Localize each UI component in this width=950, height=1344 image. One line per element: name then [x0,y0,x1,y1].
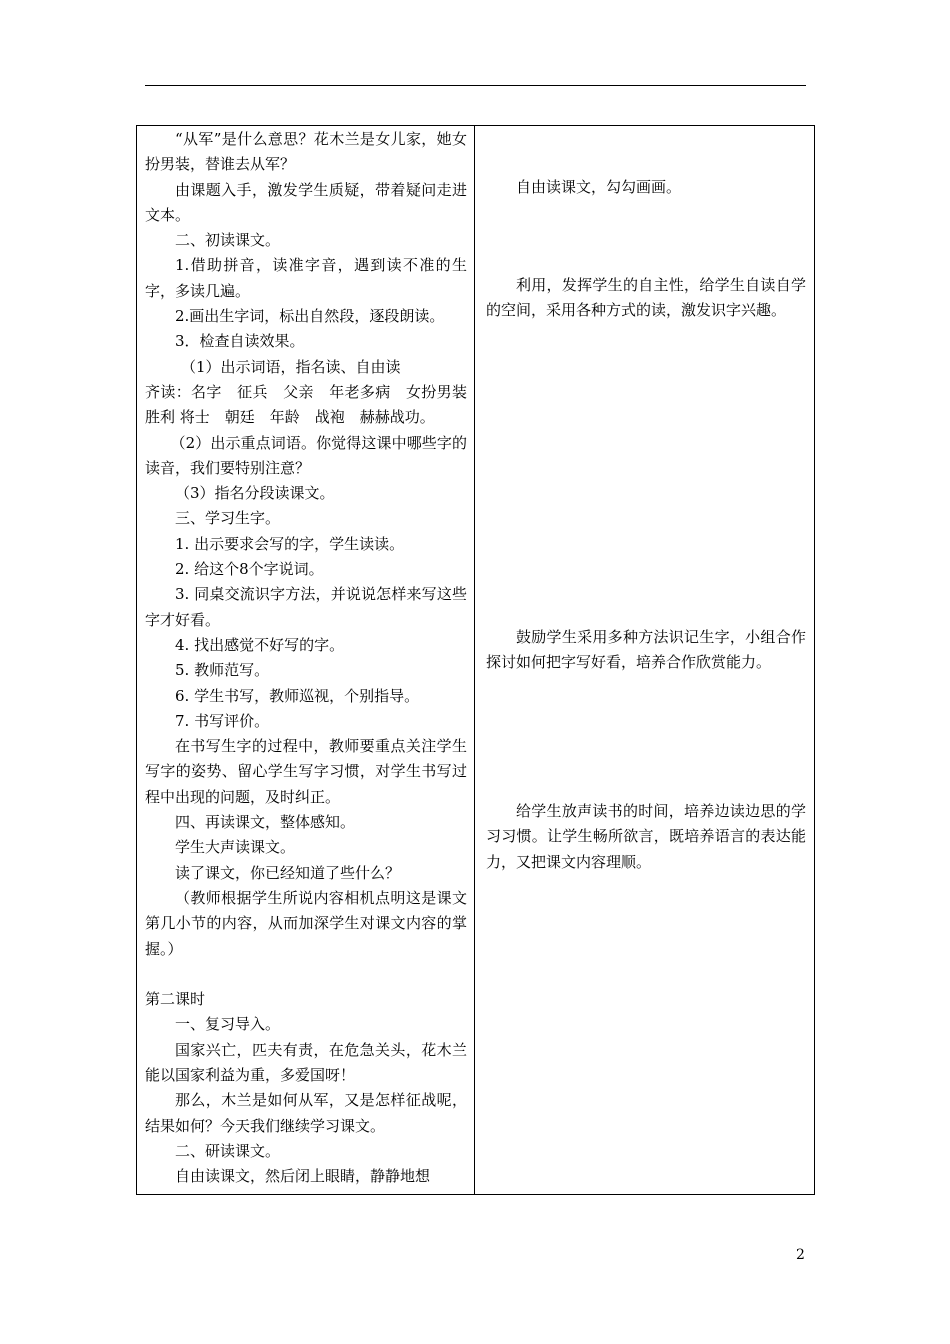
section-heading: 二、研读课文。 [175,1141,281,1160]
paragraph: 自由读课文，然后闭上眼睛，静静地想 [175,1167,431,1186]
paragraph: 3．检查自读效果。 [175,332,305,351]
paragraph: 读了课文，你已经知道了些什么？ [175,863,401,882]
paragraph: 在书写生字的过程中，教师要重点关注学生写字的姿势、留心学生写字习惯，对学生书写过程中出现的问题，及时纠正。 [145,737,467,806]
word-list: 齐读：名字 征兵 父亲 年老多病 女扮男装 胜利 将士 朝廷 年龄 战袍 赫赫战功。 [145,382,483,427]
paragraph: “从军”是什么意思？花木兰是女儿家，她女扮男装，替谁去从军？ [145,130,467,174]
section-heading: 二、初读课文。 [175,231,281,250]
page-number: 2 [796,1247,805,1263]
list-item: 5. 教师范写。 [175,661,270,680]
list-item: 1. 出示要求会写的字，学生读读。 [175,534,405,553]
list-item: 3. 同桌交流识字方法，并说说怎样来写这些字才好看。 [145,585,467,629]
paragraph: 学生大声读课文。 [175,838,296,857]
paragraph: 1.借助拼音，读准字音，遇到读不准的生字，多读几遍。 [145,256,467,300]
design-note: 鼓励学生采用多种方法识记生字，小组合作探讨如何把字写好看，培养合作欣赏能力。 [486,628,806,672]
column-divider [474,125,475,1195]
design-note: 自由读课文，勾勾画画。 [516,178,682,196]
section-heading: 一、复习导入。 [175,1015,281,1034]
paragraph: 由课题入手，激发学生质疑，带着疑问走进文本。 [145,180,467,224]
paragraph: （3）指名分段读课文。 [175,484,335,503]
paragraph: （教师根据学生所说内容相机点明这是课文第几小节的内容，从而加深学生对课文内容的掌握。） [145,888,467,958]
header-rule [145,85,806,86]
list-item: 6. 学生书写，教师巡视，个别指导。 [175,686,420,705]
design-note: 给学生放声读书的时间，培养边读边思的学习习惯。让学生畅所欲言，既培养语言的表达能力，又把课文内容理顺。 [486,802,806,871]
paragraph: 那么，木兰是如何从军，又是怎样征战呢，结果如何？今天我们继续学习课文。 [145,1091,467,1135]
section-heading: 三、学习生字。 [175,509,281,528]
paragraph: （2）出示重点词语。你觉得这课中哪些字的读音，我们要特别注意？ [145,433,467,477]
teaching-process-column [145,127,483,1189]
paragraph: 2.画出生字词，标出自然段，逐段朗读。 [175,307,445,326]
paragraph: （1）出示词语，指名读、自由读 [181,357,401,376]
lesson-period-title: 第二课时 [145,990,206,1009]
list-item: 4. 找出感觉不好写的字。 [175,635,345,654]
paragraph: 国家兴亡，匹夫有责，在危急关头，花木兰能以国家利益为重，多爱国呀！ [145,1040,467,1084]
list-item: 2. 给这个8个字说词。 [175,560,324,579]
list-item: 7. 书写评价。 [175,711,270,730]
blank-line [145,962,467,987]
section-heading: 四、再读课文，整体感知。 [175,813,356,832]
design-note: 利用，发挥学生的自主性，给学生自读自学的空间，采用各种方式的读，激发识字兴趣。 [486,276,806,320]
